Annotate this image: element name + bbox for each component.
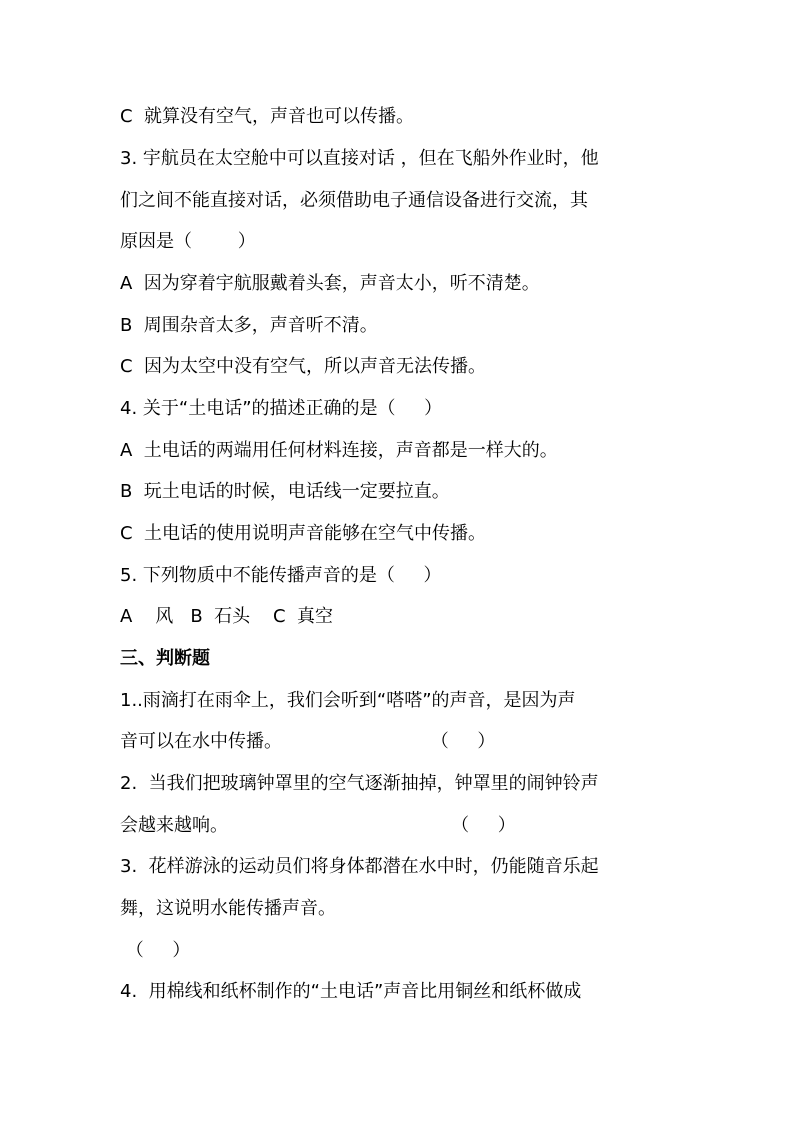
tf3-text-line-1: 3. 花样游泳的运动员们将身体都潜在水中时，仍能随音乐起 [120,856,599,877]
q2-option-c: C 就算没有空气，声音也可以传播。 [120,106,415,127]
q3-option-b: B 周围杂音太多，声音听不清。 [120,315,378,336]
tf2-text-line-1: 2. 当我们把玻璃钟罩里的空气逐渐抽掉，钟罩里的闹钟铃声 [120,773,599,794]
tf4-text-line-1: 4. 用棉线和纸杯制作的“土电话”声音比用铜丝和纸杯做成 [120,981,582,1002]
q5-options: A 风 B 石头 C 真空 [120,606,334,627]
q4-option-a: A 土电话的两端用任何材料连接，声音都是一样大的。 [120,440,558,461]
q3-text-line-1: 3. 宇航员在太空舱中可以直接对话 ，但在飞船外作业时，他 [120,148,599,169]
q4-option-c: C 土电话的使用说明声音能够在空气中传播。 [120,523,487,544]
section-heading: 三、判断题 [120,648,210,669]
q3-option-a: A 因为穿着宇航服戴着头套，声音太小，听不清楚。 [120,273,540,294]
tf3-text-line-2: 舞，这说明水能传播声音。 [120,898,336,919]
tf1-text-line-2: 音可以在水中传播。 （ ） [120,731,496,752]
q4-option-b: B 玩土电话的时候，电话线一定要拉直。 [120,481,450,502]
tf3-answer-blank: （ ） [120,940,191,961]
q3-option-c: C 因为太空中没有空气，所以声音无法传播。 [120,356,487,377]
q3-text-line-2: 们之间不能直接对话，必须借助电子通信设备进行交流，其 [120,190,588,211]
tf1-text-line-1: 1..雨滴打在雨伞上，我们会听到“嗒嗒”的声音，是因为声 [120,690,576,711]
q4-text: 4. 关于“土电话”的描述正确的是（ ） [120,398,443,419]
q5-text: 5. 下列物质中不能传播声音的是（ ） [120,565,442,586]
tf2-text-line-2: 会越来越响。 （ ） [120,815,516,836]
q3-text-line-3: 原因是（ ） [120,231,256,252]
